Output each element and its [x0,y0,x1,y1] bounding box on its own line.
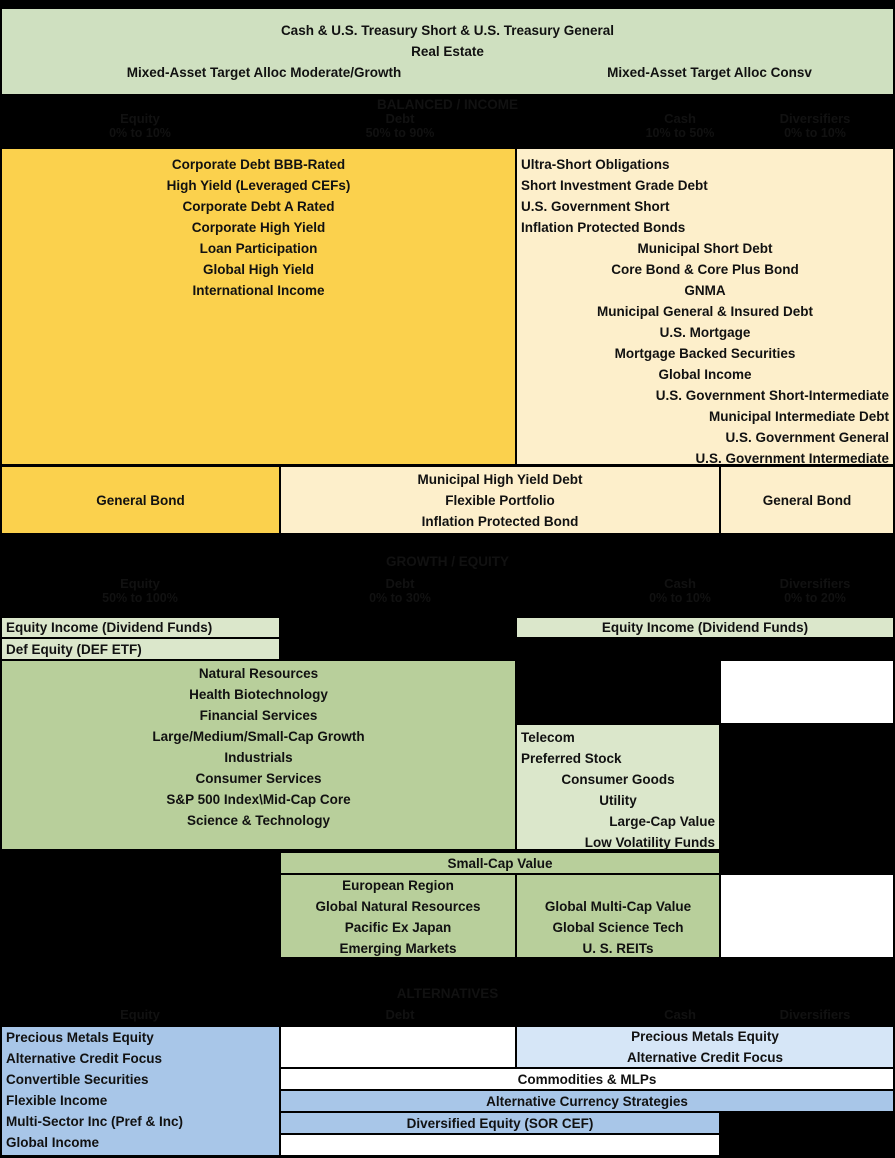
alt-left-item: Alternative Credit Focus [6,1051,163,1066]
equity-intl-left [280,874,516,958]
alt-band-title: ALTERNATIVES [396,986,499,1001]
cash-top-line1: Cash & U.S. Treasury Short & U.S. Treasury General [280,23,615,38]
alt-diversified: Diversified Equity (SOR CEF) [280,1112,720,1134]
equity-col-equity: Equity 50% to 100% [102,576,178,605]
equity-core-right-item: Preferred Stock [521,751,622,766]
equity-intl-right-item: U. S. REITs [582,941,654,956]
bonds-col-diversifiers: Diversifiers 0% to 10% [779,111,851,140]
equity-core-left-item: Consumer Services [195,771,322,786]
equity-income-left: Equity Income (Dividend Funds) [1,617,280,638]
bond-left-item: Corporate High Yield [191,220,326,235]
equity-col-cash: Cash 0% to 10% [649,576,711,605]
equity-core-left-item: Large/Medium/Small-Cap Growth [152,729,365,744]
equity-core-left-item: Industrials [224,750,293,765]
cash-top-right: Mixed-Asset Target Alloc Consv [607,65,812,80]
alt-col-diversifiers: Diversifiers [779,1007,851,1022]
equity-core-left-item: Natural Resources [198,666,319,681]
bond-right-item: U.S. Government General [725,430,889,445]
cash-top-block [1,8,894,95]
bond-left-item: Global High Yield [202,262,314,277]
bonds-band-title: BALANCED / INCOME [377,97,518,112]
alt-bottom-spacer [280,1134,720,1156]
bonds-col-debt: Debt 50% to 90% [365,111,435,140]
equity-core-left-item: Health Biotechnology [189,687,328,702]
equity-intl-left-item: European Region [342,878,454,893]
cash-top-line2: Real Estate [411,44,484,59]
equity-intl-right-item: Global Science Tech [552,920,684,935]
bond-right-item: U.S. Government Short-Intermediate [655,388,889,403]
alt-col-equity: Equity [120,1007,160,1022]
bond-right-item: Core Bond & Core Plus Bond [611,262,799,277]
bond-left-item: Corporate Debt BBB-Rated [171,157,346,172]
bond-right-item: Inflation Protected Bonds [521,220,686,235]
bond-right-block [516,148,894,465]
alt-middle-spacer [280,1026,516,1068]
bonds-col-cash: Cash 10% to 50% [645,111,715,140]
equity-core-right [516,724,720,850]
bond-right-item: U.S. Mortgage [659,325,751,340]
bond-left-item: Corporate Debt A Rated [182,199,335,214]
equity-core-right-item: Large-Cap Value [609,814,715,829]
equity-core-right-spacer [720,660,894,724]
equity-def-equity: Def Equity (DEF ETF) [1,638,280,660]
bond-footer-middle-item: Inflation Protected Bond [421,513,579,529]
cash-top-left: Mixed-Asset Target Alloc Moderate/Growth [126,65,402,80]
bond-right-item: Global Income [658,367,752,382]
equity-intl-left-item: Pacific Ex Japan [344,920,452,935]
equity-core-left-item: S&P 500 Index\Mid-Cap Core [166,792,351,807]
bonds-col-equity: Equity 0% to 10% [109,111,171,140]
alt-col-debt: Debt [385,1007,415,1022]
alt-left-item: Global Income [6,1135,100,1150]
alt-left-item: Convertible Securities [6,1072,149,1087]
equity-core-right-item: Telecom [521,730,575,745]
alt-col-cash: Cash [664,1007,696,1022]
equity-core-left [1,660,516,850]
equity-core-right-item: Low Volatility Funds [584,835,715,850]
equity-income-right: Equity Income (Dividend Funds) [516,617,894,638]
equity-core-right-item: Consumer Goods [561,772,675,787]
bond-footer-middle-item: Municipal High Yield Debt [417,471,583,487]
alt-left-item: Multi-Sector Inc (Pref & Inc) [6,1114,184,1129]
equity-core-left-item: Financial Services [199,708,318,723]
bond-left-item: International Income [192,283,325,298]
bond-left-item: Loan Participation [199,241,318,256]
bond-footer-middle-item: Flexible Portfolio [445,492,555,508]
alt-right-top-item: Precious Metals Equity [631,1029,779,1044]
alt-left-item: Flexible Income [6,1093,108,1108]
alt-left-block [1,1026,280,1156]
alt-currency: Alternative Currency Strategies [280,1090,894,1112]
equity-core-left-item: Science & Technology [186,813,331,828]
equity-small-cap-value: Small-Cap Value [280,852,720,874]
equity-intl-left-item: Emerging Markets [339,941,457,956]
bond-right-item: Mortgage Backed Securities [614,346,796,361]
bond-footer-left: General Bond [1,466,280,534]
equity-col-diversifiers: Diversifiers 0% to 20% [779,576,851,605]
bond-footer-right: General Bond [720,466,894,534]
equity-core-right-item: Utility [599,793,637,808]
equity-intl-right [516,874,720,958]
equity-col-debt: Debt 0% to 30% [369,576,431,605]
equity-intl-left-item: Global Natural Resources [315,899,481,914]
bond-right-item: Ultra-Short Obligations [521,157,670,172]
bond-right-item: Municipal General & Insured Debt [596,304,814,319]
bond-right-item: U.S. Government Short [521,199,670,214]
equity-intl-right-item: Global Multi-Cap Value [544,899,692,914]
alt-right-top [516,1026,894,1068]
equity-band-title: GROWTH / EQUITY [386,554,509,569]
bond-footer-middle [280,466,720,534]
alt-left-item: Precious Metals Equity [6,1030,154,1045]
bond-right-item: Municipal Intermediate Debt [708,409,889,424]
bond-left-item: High Yield (Leveraged CEFs) [166,178,351,193]
bond-left-block [1,148,516,465]
bond-right-item: Short Investment Grade Debt [521,178,708,193]
bond-right-item: U.S. Government Intermediate [695,451,889,466]
bond-right-item: GNMA [684,283,726,298]
equity-intl-right-spacer [720,874,894,958]
bond-right-item: Municipal Short Debt [637,241,773,256]
alt-commodities: Commodities & MLPs [280,1068,894,1090]
alt-right-top-item: Alternative Credit Focus [626,1050,784,1065]
